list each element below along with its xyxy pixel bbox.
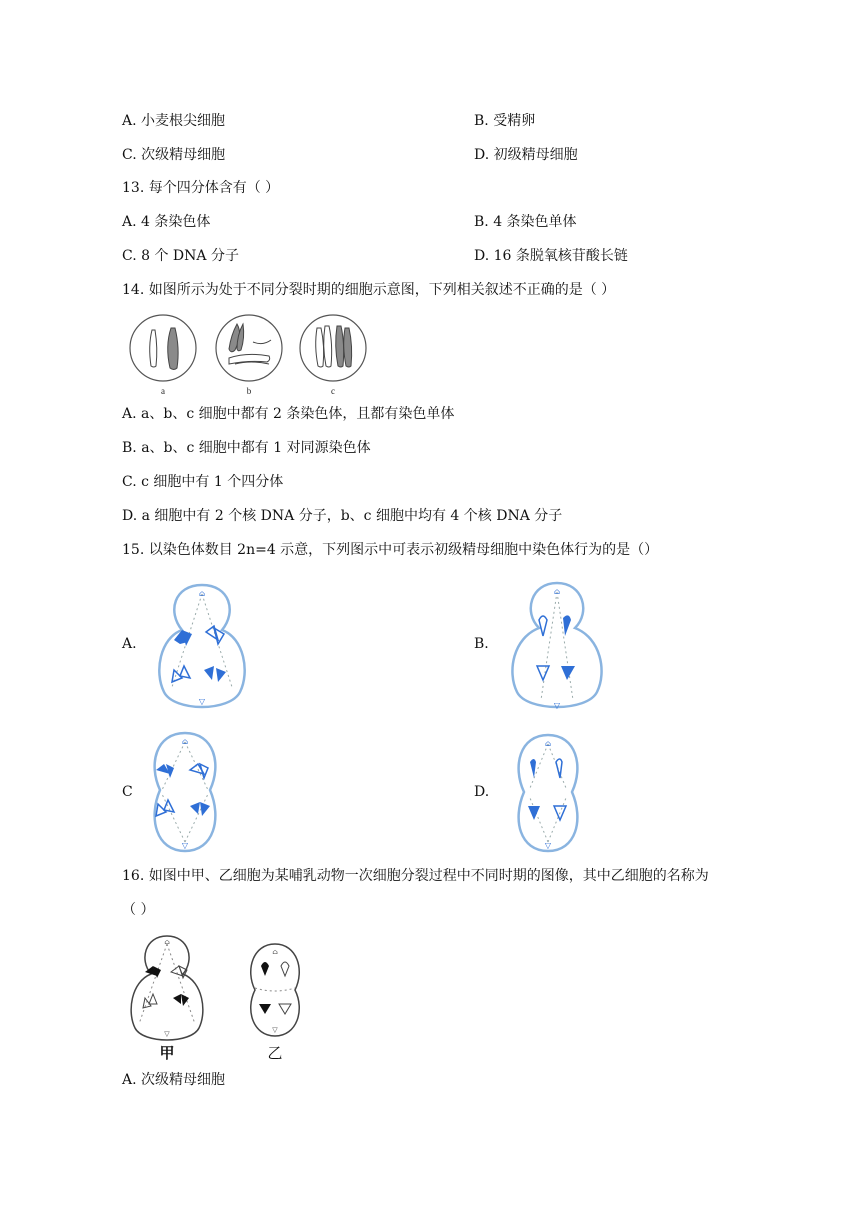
q14-cell-figure bbox=[125, 312, 375, 398]
q15-option-a-figure bbox=[152, 582, 252, 714]
svg-text:⌂: ⌂ bbox=[164, 938, 170, 946]
q14-option-c: C. c 细胞中有 1 个四分体 bbox=[122, 474, 284, 490]
q13-option-a: A. 4 条染色体 bbox=[122, 214, 211, 230]
q12-option-a: A. 小麦根尖细胞 bbox=[122, 113, 226, 129]
svg-text:▽: ▽ bbox=[553, 701, 561, 710]
q16-stem-line2: （ ） bbox=[122, 902, 155, 918]
q15-option-d-figure bbox=[508, 732, 588, 854]
q13-option-d: D. 16 条脱氧核苷酸长链 bbox=[474, 248, 628, 264]
q12-option-d: D. 初级精母细胞 bbox=[474, 147, 578, 163]
svg-text:⌂: ⌂ bbox=[198, 589, 206, 598]
svg-text:▽: ▽ bbox=[544, 841, 552, 850]
fig-label-b: b bbox=[246, 386, 252, 396]
q14-stem: 14. 如图所示为处于不同分裂时期的细胞示意图，下列相关叙述不正确的是（ ） bbox=[122, 282, 616, 298]
svg-text:⌂: ⌂ bbox=[272, 948, 278, 956]
svg-text:▽: ▽ bbox=[164, 1030, 170, 1038]
q15-option-a-label: A. bbox=[122, 636, 137, 652]
cell-a-outline bbox=[130, 315, 196, 381]
q14-option-b: B. a、b、c 细胞中都有 1 对同源染色体 bbox=[122, 440, 371, 456]
q15-option-c-label: C bbox=[122, 784, 133, 800]
svg-text:⌂: ⌂ bbox=[181, 737, 189, 746]
q15-option-b-label: B. bbox=[474, 636, 489, 652]
q15-option-d-label: D. bbox=[474, 784, 490, 800]
q13-stem: 13. 每个四分体含有（ ） bbox=[122, 180, 280, 196]
cell-a-chromosome-gray bbox=[168, 328, 178, 370]
q12-option-c: C. 次级精母细胞 bbox=[122, 147, 226, 163]
q13-option-b: B. 4 条染色单体 bbox=[474, 214, 577, 230]
svg-text:▽: ▽ bbox=[181, 841, 189, 850]
cell-a-chromosome-white bbox=[150, 330, 157, 367]
fig-label-c: c bbox=[331, 386, 335, 396]
q16-cell-figure bbox=[125, 932, 325, 1062]
q16-option-a: A. 次级精母细胞 bbox=[122, 1072, 226, 1088]
svg-text:▽: ▽ bbox=[198, 697, 206, 706]
fig-label-a: a bbox=[161, 386, 165, 396]
cell-b-outline bbox=[216, 315, 282, 381]
q15-option-b-figure bbox=[505, 580, 609, 714]
svg-text:⌂: ⌂ bbox=[553, 587, 561, 596]
cell-c-outline bbox=[300, 315, 366, 381]
q13-option-c: C. 8 个 DNA 分子 bbox=[122, 248, 239, 264]
svg-text:⌂: ⌂ bbox=[544, 739, 552, 748]
q16-stem-line1: 16. 如图中甲、乙细胞为某哺乳动物一次细胞分裂过程中不同时期的图像，其中乙细胞的名称为 bbox=[122, 868, 709, 884]
q16-label-yi: 乙 bbox=[267, 1044, 283, 1062]
svg-text:▽: ▽ bbox=[272, 1026, 278, 1034]
q12-option-b: B. 受精卵 bbox=[474, 113, 536, 129]
q15-option-c-figure bbox=[144, 730, 226, 854]
q16-label-jia: 甲 bbox=[159, 1044, 175, 1062]
q14-option-d: D. a 细胞中有 2 个核 DNA 分子，b、c 细胞中均有 4 个核 DNA 分子 bbox=[122, 508, 563, 524]
q14-option-a: A. a、b、c 细胞中都有 2 条染色体，且都有染色单体 bbox=[122, 406, 455, 422]
q15-stem: 15. 以染色体数目 2n=4 示意，下列图示中可表示初级精母细胞中染色体行为的是（） bbox=[122, 542, 659, 558]
